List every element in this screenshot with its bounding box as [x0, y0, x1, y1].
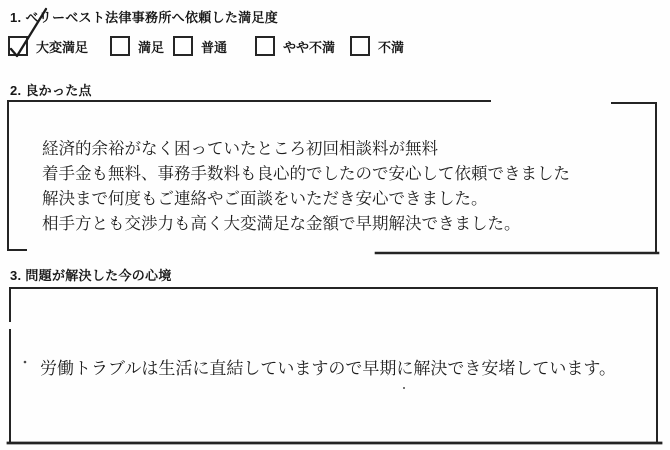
option-label-neutral: 普通	[201, 39, 228, 55]
option-somewhat-dissatisfied[interactable]	[255, 36, 335, 56]
feelings-answer-area	[40, 356, 655, 382]
feelings-line-1: 労働トラブルは生活に直結していますので早期に解決でき安堵しています。	[40, 359, 616, 379]
question-3-heading: 3. 問題が解決した今の心境	[10, 268, 172, 283]
option-very-satisfied[interactable]	[8, 36, 88, 56]
option-neutral[interactable]	[173, 36, 227, 56]
checkmark-icon	[6, 4, 54, 60]
option-label-very-satisfied: 大変満足	[36, 39, 89, 55]
good-points-line-4: 相手方とも交渉力も高く大変満足な金額で早期解決できました。	[42, 214, 521, 233]
checkbox-very-satisfied[interactable]	[8, 36, 28, 56]
option-satisfied[interactable]	[110, 36, 164, 56]
checkbox-neutral[interactable]	[173, 36, 193, 56]
checkbox-dissatisfied[interactable]	[350, 36, 370, 56]
question-1-heading: 1. ベリーベスト法律事務所へ依頼した満足度	[10, 10, 279, 25]
good-points-answer-area	[42, 136, 642, 236]
checkbox-satisfied[interactable]	[110, 36, 130, 56]
option-dissatisfied[interactable]	[350, 36, 404, 56]
good-points-line-2: 着手金も無料、事務手数料も良心的でしたので安心して依頼できました	[42, 164, 570, 183]
checkbox-somewhat-dissatisfied[interactable]	[255, 36, 275, 56]
question-2-heading: 2. 良かった点	[10, 83, 92, 98]
option-label-dissatisfied: 不満	[378, 39, 405, 55]
good-points-line-3: 解決まで何度もご連絡やご面談をいただき安心できました。	[42, 189, 488, 208]
option-label-somewhat-dissatisfied: やや不満	[283, 39, 336, 55]
option-label-satisfied: 満足	[138, 39, 165, 55]
good-points-line-1: 経済的余裕がなく困っていたところ初回相談料が無料	[42, 139, 438, 158]
